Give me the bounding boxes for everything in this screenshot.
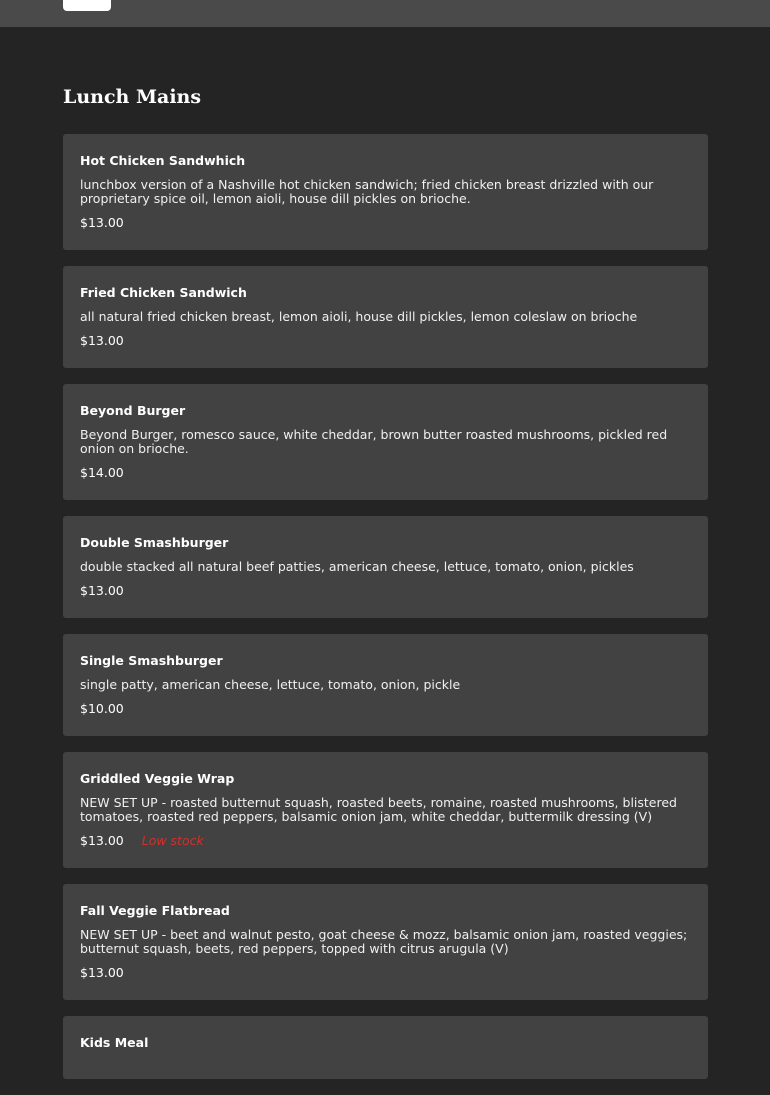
item-price: $14.00 (80, 465, 124, 480)
top-bar-button[interactable] (63, 0, 111, 11)
item-name: Double Smashburger (80, 535, 229, 550)
item-footer (80, 333, 691, 349)
item-description: all natural fried chicken breast, lemon aioli, house dill pickles, lemon coleslaw on brioche (80, 309, 638, 324)
menu-content (63, 27, 708, 1095)
item-footer (80, 215, 691, 231)
item-price: $13.00 (80, 965, 124, 980)
item-price: $13.00 (80, 583, 124, 598)
item-price: $13.00 (80, 833, 124, 848)
menu-item[interactable] (63, 266, 708, 368)
item-price: $13.00 (80, 215, 124, 230)
item-footer (80, 583, 691, 599)
item-description: double stacked all natural beef patties, american cheese, lettuce, tomato, onion, pickles (80, 559, 634, 574)
menu-item[interactable] (63, 634, 708, 736)
item-name: Griddled Veggie Wrap (80, 771, 235, 786)
item-name: Fall Veggie Flatbread (80, 903, 230, 918)
menu-item[interactable] (63, 384, 708, 500)
low-stock-label: Low stock (141, 833, 204, 848)
top-bar (0, 0, 770, 27)
menu-item[interactable] (63, 134, 708, 250)
item-name: Fried Chicken Sandwich (80, 285, 247, 300)
item-footer (80, 465, 691, 481)
item-name: Hot Chicken Sandwhich (80, 153, 246, 168)
item-name: Beyond Burger (80, 403, 186, 418)
item-footer (80, 833, 691, 849)
item-footer (80, 701, 691, 717)
item-footer (80, 965, 691, 981)
menu-item[interactable] (63, 752, 708, 868)
item-description: Beyond Burger, romesco sauce, white cheddar, brown butter roasted mushrooms, pickled red onion on brioche. (80, 427, 668, 456)
menu-item[interactable] (63, 1016, 708, 1079)
item-description: single patty, american cheese, lettuce, tomato, onion, pickle (80, 677, 461, 692)
item-name: Single Smashburger (80, 653, 223, 668)
menu-item[interactable] (63, 884, 708, 1000)
section-title: Lunch Mains (63, 86, 202, 108)
item-price: $10.00 (80, 701, 124, 716)
menu-item[interactable] (63, 516, 708, 618)
item-description: NEW SET UP - roasted butternut squash, roasted beets, romaine, roasted mushrooms, blistered tomatoes, roasted red peppers, balsamic onion jam, white cheddar, buttermilk dressing (V) (80, 795, 677, 824)
item-price: $13.00 (80, 333, 124, 348)
item-description: lunchbox version of a Nashville hot chicken sandwich; fried chicken breast drizzled with our proprietary spice oil, lemon aioli, house dill pickles on brioche. (80, 177, 654, 206)
item-description: NEW SET UP - beet and walnut pesto, goat cheese & mozz, balsamic onion jam, roasted veggies; butternut squash, beets, red peppers, topped with citrus arugula (V) (80, 927, 688, 956)
item-name: Kids Meal (80, 1035, 149, 1050)
